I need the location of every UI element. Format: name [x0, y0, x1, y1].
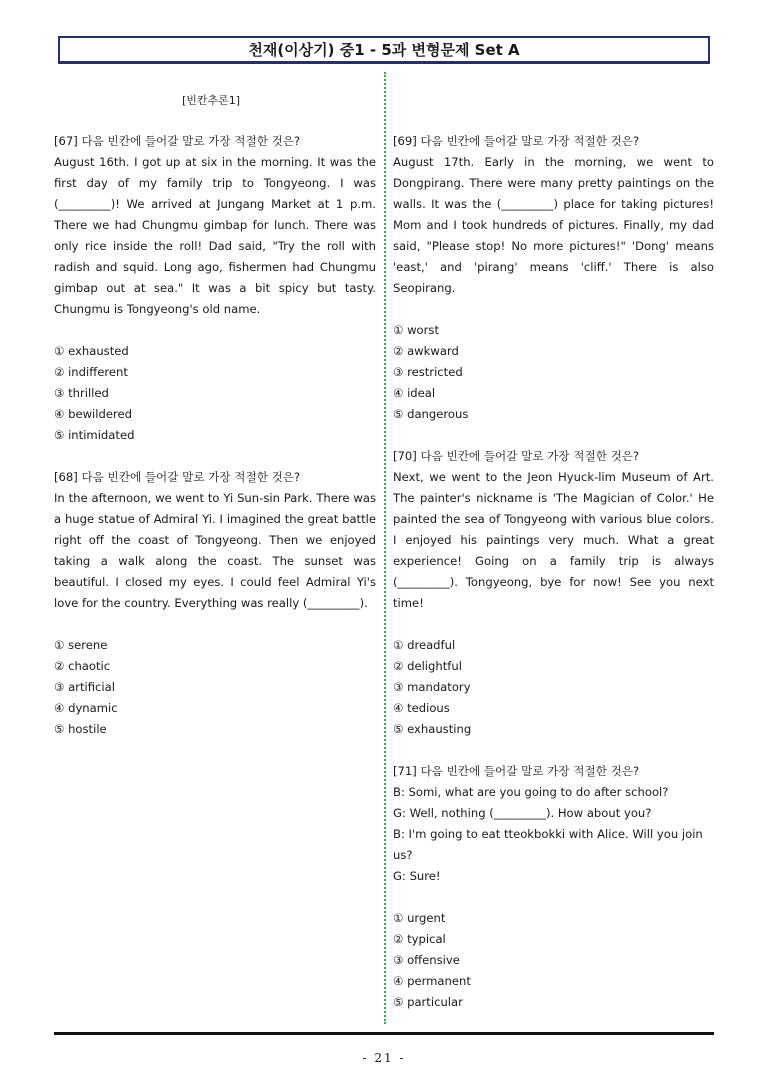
- choice-option[interactable]: ① worst: [393, 323, 440, 337]
- choice-option[interactable]: ③ restricted: [393, 365, 463, 379]
- question-head: [71] 다음 빈칸에 들어갈 말로 가장 적절한 것은?: [393, 764, 640, 778]
- choice-option[interactable]: ③ offensive: [393, 953, 460, 967]
- dialogue-line: B: Somi, what are you going to do after school?: [393, 785, 669, 799]
- choice-option[interactable]: ④ tedious: [393, 701, 450, 715]
- question-69: [393, 131, 714, 425]
- section-tag: [빈칸추론1]: [182, 94, 241, 107]
- question-passage: August 17th. Early in the morning, we went to Dongpirang. There were many pretty paintings on the walls. It was the (_________) place for taking pictures! Mom and I took hundreds of pictures. Finally, my dad said, "Please stop! No more pictures!" 'Dong' means 'east,' and 'pirang' means 'cliff.' There is also Seopirang.: [393, 155, 714, 295]
- dialogue-line: G: Sure!: [393, 869, 441, 883]
- choice-option[interactable]: ⑤ dangerous: [393, 407, 469, 421]
- choice-option[interactable]: ③ thrilled: [54, 386, 109, 400]
- question-passage: In the afternoon, we went to Yi Sun-sin Park. There was a huge statue of Admiral Yi. I imagined the great battle right off the coast of Tongyeong. Then we enjoyed taking a walk along the coast. The sunset was beautiful. I closed my eyes. I could feel Admiral Yi's love for the country. Everything was really (_________).: [54, 491, 376, 610]
- question-71: [393, 761, 714, 1013]
- choice-option[interactable]: ② indifferent: [54, 365, 128, 379]
- choice-option[interactable]: ① serene: [54, 638, 108, 652]
- choice-option[interactable]: ③ mandatory: [393, 680, 471, 694]
- choice-list: [54, 635, 376, 740]
- dialogue: [393, 782, 714, 887]
- choice-option[interactable]: ④ bewildered: [54, 407, 132, 421]
- choice-option[interactable]: ④ ideal: [393, 386, 436, 400]
- choice-option[interactable]: ① dreadful: [393, 638, 456, 652]
- choice-list: [54, 341, 376, 446]
- choice-option[interactable]: ① urgent: [393, 911, 446, 925]
- choice-list: [393, 908, 714, 1013]
- question-70: [393, 446, 714, 740]
- right-column: [393, 131, 714, 1034]
- choice-option[interactable]: ⑤ exhausting: [393, 722, 472, 736]
- question-head: [69] 다음 빈칸에 들어갈 말로 가장 적절한 것은?: [393, 134, 640, 148]
- question-head: [68] 다음 빈칸에 들어갈 말로 가장 적절한 것은?: [54, 470, 301, 484]
- question-head: [67] 다음 빈칸에 들어갈 말로 가장 적절한 것은?: [54, 134, 301, 148]
- choice-option[interactable]: ② delightful: [393, 659, 462, 673]
- question-passage: August 16th. I got up at six in the morning. It was the first day of my family trip to Tongyeong. I was (_________)! We arrived at Jungang Market at 1 p.m. There we had Chungmu gimbap for lunch. There was only rice inside the roll! Dad said, "Try the roll with radish and squid. Long ago, fishermen had Chungmu gimbap out at sea." It was a bit spicy but tasty. Chungmu is Tongyeong's old name.: [54, 155, 376, 316]
- page-title: 천재(이상기) 중1 - 5과 변형문제 Set A: [58, 36, 710, 64]
- dialogue-line: B: I'm going to eat tteokbokki with Alice. Will you join us?: [393, 827, 703, 862]
- dialogue-line: G: Well, nothing (_________). How about you?: [393, 806, 652, 820]
- choice-option[interactable]: ② chaotic: [54, 659, 111, 673]
- choice-list: [393, 320, 714, 425]
- question-68: [54, 467, 376, 740]
- question-67: [54, 131, 376, 446]
- column-divider: [384, 72, 386, 1024]
- choice-option[interactable]: ⑤ particular: [393, 995, 463, 1009]
- choice-option[interactable]: ④ dynamic: [54, 701, 118, 715]
- choice-option[interactable]: ⑤ hostile: [54, 722, 107, 736]
- left-column: [54, 131, 376, 761]
- question-passage: Next, we went to the Jeon Hyuck-lim Museum of Art. The painter's nickname is 'The Magician of Color.' He painted the sea of Tongyeong with various blue colors. I enjoyed his paintings very much. What a great experience! Going on a family trip is always (_________). Tongyeong, bye for now! See you next time!: [393, 470, 714, 610]
- question-head: [70] 다음 빈칸에 들어갈 말로 가장 적절한 것은?: [393, 449, 640, 463]
- choice-option[interactable]: ③ artificial: [54, 680, 115, 694]
- choice-option[interactable]: ⑤ intimidated: [54, 428, 135, 442]
- choice-option[interactable]: ② awkward: [393, 344, 459, 358]
- choice-list: [393, 635, 714, 740]
- choice-option[interactable]: ④ permanent: [393, 974, 471, 988]
- footer-rule: [54, 1032, 714, 1035]
- choice-option[interactable]: ① exhausted: [54, 344, 129, 358]
- page-number: - 21 -: [362, 1051, 406, 1065]
- choice-option[interactable]: ② typical: [393, 932, 446, 946]
